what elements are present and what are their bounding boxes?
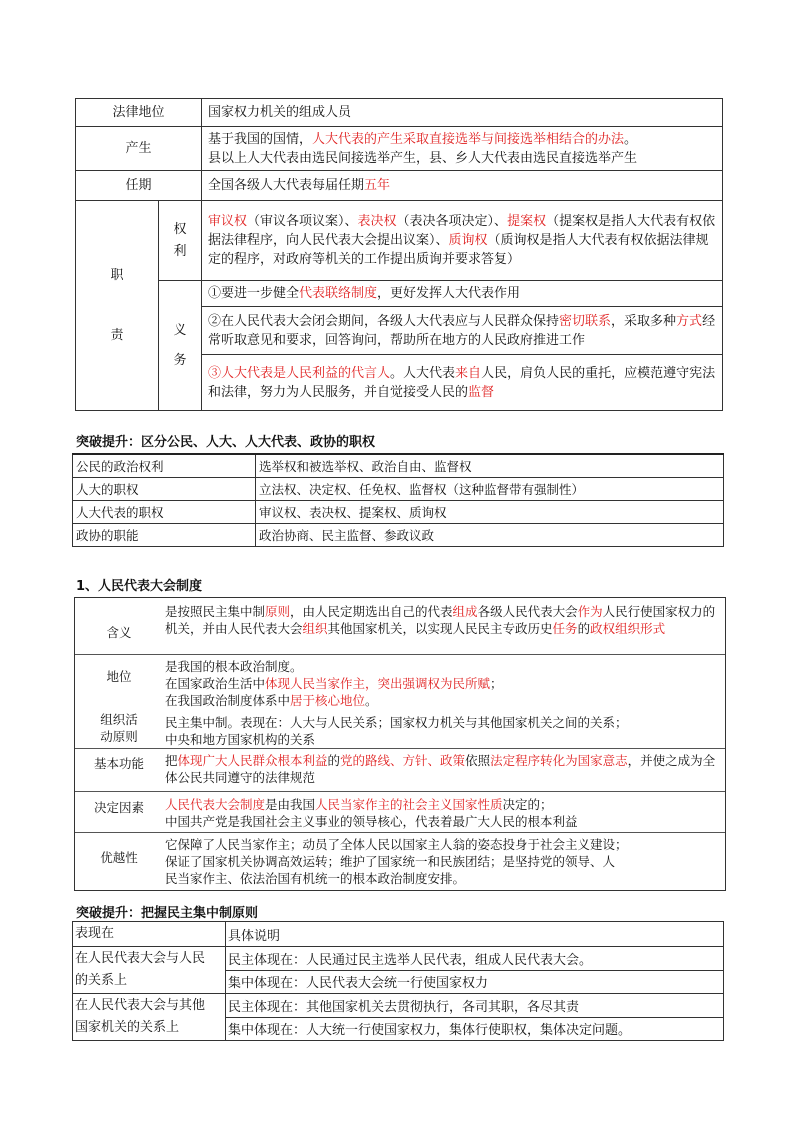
highlight-text: 任务 — [552, 621, 578, 636]
text-span: ①要进一步健全 — [208, 286, 300, 301]
function-label: 基本功能 — [93, 756, 144, 771]
text-span: （表决各项决定）、 — [396, 214, 508, 229]
rights-text — [202, 201, 723, 281]
text-span: 务 — [173, 352, 187, 368]
table-row — [73, 478, 724, 501]
highlight-text: ③ — [208, 365, 222, 381]
table-row — [73, 994, 724, 1018]
text-span: 民主集中制。表现在：人大与人民关系；国家权力机关与其他国家机关之间的关系； — [165, 715, 628, 730]
highlight-text: 方式 — [676, 313, 703, 329]
row-name: 政协的职能 — [73, 524, 256, 547]
term-text — [202, 171, 723, 201]
table-row — [73, 947, 724, 971]
democratic-centralism-table — [72, 921, 724, 1041]
highlight-text: 监督 — [468, 384, 495, 400]
factor-text — [165, 796, 717, 830]
detail-cell: 民主体现在：其他国家机关去贯彻执行，各司其职，各尽其责 — [226, 994, 724, 1018]
highlight-text: 来自 — [455, 365, 482, 381]
text-span: 在人民代表大会与人民 — [75, 951, 206, 966]
origin-label: 产生 — [76, 127, 202, 171]
highlight-text: 密切联系 — [559, 313, 612, 329]
group-label — [73, 994, 226, 1041]
text-span: 人民行使国家权力的机关，并由人民代表大会 — [165, 604, 716, 636]
highlight-text: 表决权 — [357, 214, 397, 229]
highlight-text: 原则 — [265, 604, 291, 619]
text-span: 保证了国家机关协调高效运转；维护了国家统一和民族团结；是坚持党的领导、人 — [165, 854, 616, 869]
detail-cell: 集中体现在：人民代表大会统一行使国家权力 — [226, 970, 724, 994]
text-span: （审议各项议案）、 — [247, 214, 358, 229]
text-span: 中国共产党是我国社会主义事业的领导核心，代表着最广大人民的根本利益 — [165, 814, 578, 829]
text-span: 人民，肩负人民的重托，应模范遵守宪法和法律，努力为人民服务，并自觉接受人民的 — [208, 365, 716, 400]
highlight-text: 人大代表是人民利益的代言人 — [221, 365, 391, 381]
text-span: 职 — [110, 267, 124, 283]
npc-deputy-table — [75, 98, 723, 411]
divider — [75, 654, 725, 655]
text-span: 是我国的根本政治制度。 — [165, 659, 303, 674]
text-span: 组织活 — [100, 712, 138, 727]
text-span: （提案权是指人大代表有权依据法律程序，向人民代表大会提出议案）、 — [208, 214, 716, 248]
highlight-text: 人民当家作主的社会主义国家性质 — [315, 797, 503, 812]
table-row — [73, 922, 724, 947]
text-span: 义 — [173, 322, 187, 338]
obligation-3 — [202, 355, 723, 411]
highlight-text: 代表联络制度 — [299, 286, 378, 301]
meaning-text — [165, 603, 717, 637]
highlight-text: 五年 — [364, 178, 391, 193]
text-span: 。 — [365, 693, 378, 708]
header-cell: 具体说明 — [226, 922, 724, 947]
text-span: 全国各级人大代表每届任期 — [208, 178, 365, 193]
text-span: 其他国家机关，以实现人民民主专政历史 — [327, 621, 553, 636]
text-span: ； — [490, 676, 503, 691]
text-span: 依照 — [465, 753, 491, 768]
text-span: 是由我国 — [265, 797, 316, 812]
table-row — [76, 127, 723, 171]
highlight-text: 人大代表的产生采取直接选举与间接选举相结合的办法 — [312, 131, 625, 147]
highlight-text: 法定程序转化为国家意志 — [490, 753, 628, 768]
text-span: ，由人民定期选出自己的代表 — [290, 604, 453, 619]
text-span: ，并使之成为全体公民共同遵守的法律规范 — [165, 753, 716, 785]
text-span: （质询权是指人大代表有权依据法律规定的程序，对政府等机关的工作提出质询并要求答复） — [208, 233, 709, 267]
divider — [75, 832, 725, 833]
highlight-text: 人民代表大会制度 — [165, 797, 266, 812]
highlight-text: 居于核心地位 — [290, 693, 366, 708]
principle-text — [165, 714, 717, 748]
text-span: 在国家政治生活中 — [165, 676, 266, 691]
text-span: ②在人民代表大会闭会期间，各级人大代表应与人民群众保持 — [208, 313, 560, 329]
section-heading: 突破提升：区分公民、人大、人大代表、政协的职权 — [76, 435, 376, 450]
header-cell: 表现在 — [73, 922, 226, 947]
row-name: 人大代表的职权 — [73, 501, 256, 524]
divider — [75, 791, 725, 792]
text-span: 县以上人大代表由选民间接选举产生，县、乡人大代表由选民直接选举产生 — [208, 150, 638, 166]
table-row — [76, 171, 723, 201]
section-heading: 1、人民代表大会制度 — [76, 579, 203, 594]
text-span: 责 — [110, 327, 124, 343]
rights-label — [159, 201, 202, 281]
detail-cell: 民主体现在：人民通过民主选举人民代表，组成人民代表大会。 — [226, 947, 724, 971]
row-value: 审议权、表决权、提案权、质询权 — [256, 501, 724, 524]
highlight-text: 质询权 — [448, 233, 488, 248]
text-span: ，更好发挥人大代表作用 — [377, 286, 521, 301]
table-row — [73, 501, 724, 524]
row-value: 立法权、决定权、任免权、监督权（这种监督带有强制性） — [256, 478, 724, 501]
term-label: 任期 — [76, 171, 202, 201]
obligation-1 — [202, 281, 723, 307]
powers-comparison-table — [72, 453, 724, 547]
table-row — [73, 524, 724, 547]
text-span: 各级人民代表大会 — [477, 604, 578, 619]
text-span: 。人大代表 — [390, 365, 456, 381]
table-row — [73, 454, 724, 478]
text-span: 决定的； — [502, 797, 553, 812]
table-row — [76, 99, 723, 127]
row-value: 政治协商、民主监督、参政议政 — [256, 524, 724, 547]
status-text — [165, 658, 717, 709]
factor-label: 决定因素 — [93, 800, 144, 815]
group-label — [73, 947, 226, 994]
highlight-text: 组织 — [302, 621, 328, 636]
text-span: 的 — [327, 753, 341, 768]
highlight-text: 体现广大人民群众根本利益 — [177, 753, 328, 768]
text-span: 民当家作主、依法治国有机统一的根本政治制度安排。 — [165, 871, 466, 886]
highlight-text: 党的路线、方针、政策 — [340, 753, 466, 768]
highlight-text: 政权组织形式 — [590, 621, 666, 636]
highlight-text: 审议权 — [208, 214, 248, 229]
text-span: 的关系上 — [75, 973, 128, 988]
text-span: 在我国政治制度体系中 — [165, 693, 291, 708]
superiority-text — [165, 836, 717, 887]
highlight-text: 体现人民当家作主，突出强调权为民所赋 — [265, 676, 491, 691]
text-span: 的 — [577, 621, 591, 636]
legal-status-label: 法律地位 — [76, 99, 202, 127]
row-value: 选举权和被选举权、政治自由、监督权 — [256, 454, 724, 478]
row-name: 人大的职权 — [73, 478, 256, 501]
obligation-2 — [202, 307, 723, 355]
text-span: ，采取多种 — [611, 313, 677, 329]
divider — [75, 748, 725, 749]
superiority-label: 优越性 — [100, 850, 138, 865]
text-span: 。 — [624, 131, 638, 147]
principle-label — [75, 711, 163, 745]
text-span: 权 — [173, 221, 187, 237]
detail-cell: 集中体现在：人大统一行使国家权力，集体行使职权，集体决定问题。 — [226, 1017, 724, 1041]
text-span: 动原则 — [100, 729, 138, 744]
row-name: 公民的政治权利 — [73, 454, 256, 478]
status-label: 地位 — [106, 669, 132, 684]
legal-status-text: 国家权力机关的组成人员 — [202, 99, 723, 127]
highlight-text: 提案权 — [507, 214, 547, 229]
obligations-label — [159, 281, 202, 411]
origin-text — [202, 127, 723, 171]
npc-system-table — [74, 597, 726, 891]
function-text — [165, 752, 717, 786]
meaning-label: 含义 — [106, 625, 132, 640]
text-span: 国家机关的关系上 — [75, 1020, 180, 1035]
text-span: 它保障了人民当家作主；动员了全体人民以国家主人翁的姿态投身于社会主义建设； — [165, 837, 628, 852]
text-span: 基于我国的国情， — [208, 131, 313, 147]
text-span: 是按照民主集中制 — [165, 604, 266, 619]
text-span: 在人民代表大会与其他 — [75, 998, 206, 1013]
highlight-text: 作为 — [577, 604, 603, 619]
duties-label — [76, 201, 159, 411]
highlight-text: 组成 — [452, 604, 478, 619]
table-row — [76, 201, 723, 281]
text-span: 中央和地方国家机构的关系 — [165, 732, 316, 747]
section-heading: 突破提升：把握民主集中制原则 — [76, 906, 259, 921]
text-span: 经常听取意见和要求，回答询问，帮助所在地方的人民政府推进工作 — [208, 313, 716, 348]
text-span: 把 — [165, 753, 178, 768]
text-span: 利 — [173, 243, 187, 259]
table-row — [76, 281, 723, 307]
